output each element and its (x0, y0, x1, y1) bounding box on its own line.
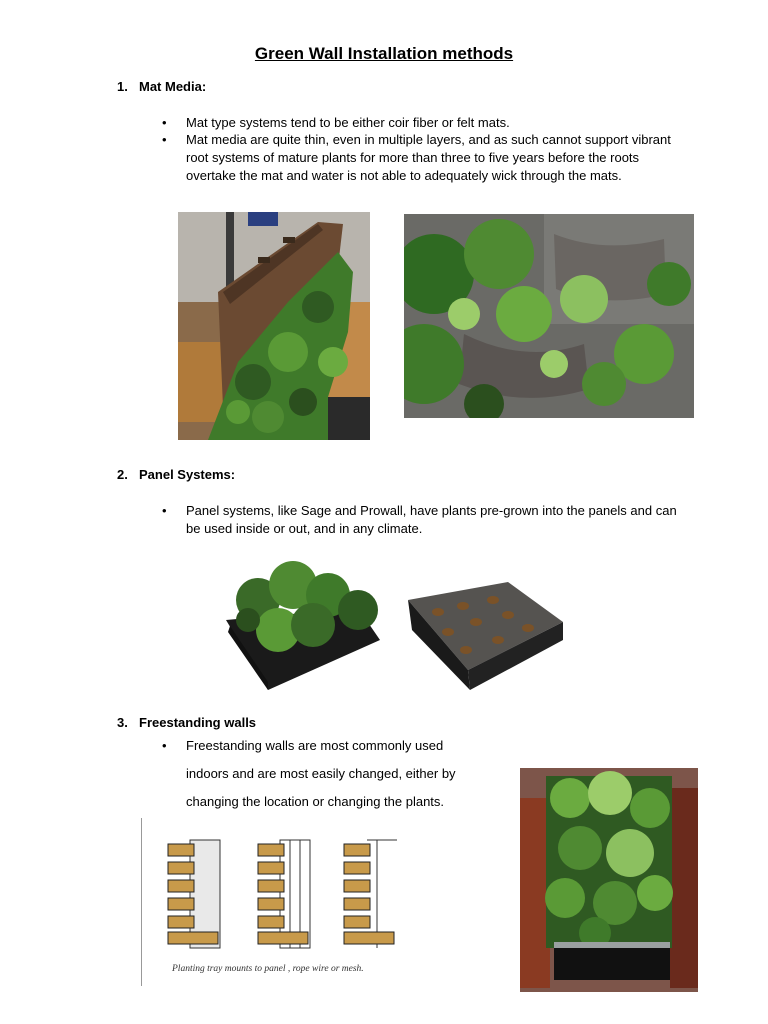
bullet-item: • Mat type systems tend to be either coir fiber or felt mats. (186, 114, 666, 132)
page-title: Green Wall Installation methods (254, 44, 514, 63)
section-title: Freestanding walls (139, 715, 257, 730)
section-number: 3. (117, 715, 128, 730)
planting-tray-diagram (141, 818, 420, 986)
section-title: Mat Media: (139, 79, 207, 94)
bullet-item: • Mat media are quite thin, even in multiple layers, and as such cannot support vibrant root systems of mature plants for more than three to five years before the roots overtake the mat and water is not able to adequately wick through the mats. (186, 131, 674, 185)
mat-media-wall-photo (404, 214, 694, 418)
section-3-heading (117, 715, 256, 730)
bullet-item: • Freestanding walls are most commonly used indoors and are most easily changed, either by changing the location or changing the plants. (186, 732, 462, 816)
diagram-caption: Planting tray mounts to panel , rope wire or mesh. (172, 964, 364, 974)
freestanding-wall-photo (520, 768, 698, 992)
panel-systems-photo (208, 560, 578, 694)
section-1-heading (117, 79, 206, 94)
section-title: Panel Systems: (139, 467, 236, 482)
mat-media-corner-photo (178, 212, 370, 440)
bullet-item: • Panel systems, like Sage and Prowall, have plants pre-grown into the panels and can be used inside or out, and in any climate. (186, 502, 678, 538)
section-number: 1. (117, 79, 128, 94)
section-2-heading (117, 467, 235, 482)
section-number: 2. (117, 467, 128, 482)
